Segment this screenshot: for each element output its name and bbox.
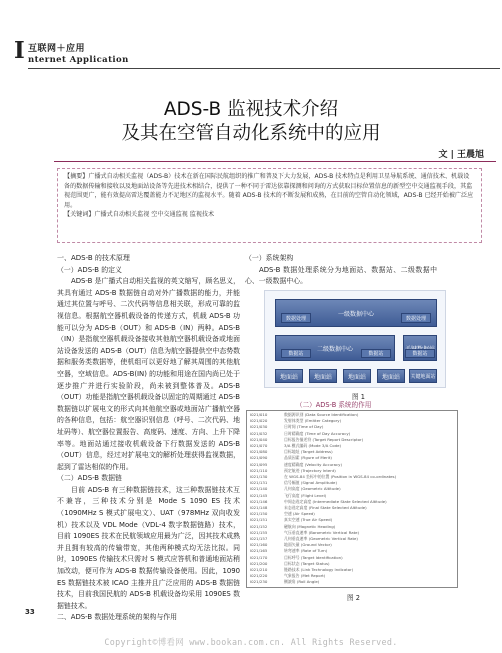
data-station-b: 数据站 [361,349,391,358]
abstract-label: 【摘要】 [64,173,89,180]
level2-data-center: 二级数据中心 [275,335,395,361]
header-initial: I [14,37,25,64]
data-item-code: I021/200 [250,560,268,566]
data-item-code: I021/010 [250,412,268,417]
data-item-code: I021/148 [250,505,268,511]
data-item-code: I021/140 [250,486,268,492]
paragraph-architecture: ADS-B 数据处理系统分为地面站、数据站、二级数据中心、一级数据中心。 [245,265,437,286]
data-item-description: 气象报告 (Met Report) [284,573,326,579]
data-item-code: I021/151 [250,517,268,523]
data-item-code: I021/080 [250,449,268,455]
journal-header [14,30,494,70]
data-item-code: I021/155 [250,529,268,535]
data-item-description: 链路技术 (Link Technology Indicator) [284,567,354,573]
data-item-description: 地面矢量 (Ground Vector) [284,542,332,548]
data-item-description: 磁航向 (Magnetic Heading) [284,523,336,529]
paragraph-definition: ADS-B 是广播式自动相关监视的英文缩写，顾名思义，其具有通过 ADS-B 数据链自动对外广播数据的能力，并能通过其位置与呼号、二次代码等信息相关联，形成可靠的监视信息。根据航空器机载设备的传递方式，机载 ADS-B 功能可以分为 ADS-B（OUT）和 ADS-B（IN）两种。ADS-B（IN）是指航空器机载设备接收其他航空器机载设备或地面站设备发送的 ADS-B（OUT）信息为航空器提供空中态势数据和服务类数据等，使机组可以更好地了解其周围的其他航空器，空域信息。ADS-B(IN) 的功能和用途在国内尚已处于逐步推广并进行实验阶段，尚未被到整体普及。ADS-B（OUT）功能是指航空器机载设备以固定的周期通过 ADS-B 数据链以扩展电文的形式向其他航空器或地面站广播航空器的各种信息，包括：航空器识别信息（呼号、二次代码、地址码等）、航空器位置报告、高度码、速度、方向、上升下降率等。地面站通过接收机载设备下行数据发送的 ADS-B（OUT）信息，经过对扩展电文的解析处理获得监视数据，起到了雷达相似的作用。 [57,277,240,471]
title-rule [54,161,496,162]
ground-station: 地面站 [377,369,405,383]
data-item-description: 气压垂直速率 (Barometric Vertical Rate) [284,529,360,535]
data-item-code: I021/170 [250,554,268,560]
header-en-title: nternet Application [28,55,129,65]
left-column [57,253,240,624]
data-item-description: 在 WGS-84 坐标中的位置 (Position in WGS-84 co-ordinates) [284,474,397,480]
data-item-code: I021/032 [250,430,268,436]
data-item-description: 几何垂直速率 (Geometric Vertical Rate) [284,536,358,542]
data-item-description: 飞行高度 (Flight Level) [284,492,327,498]
data-item-description: 几何高度 (Geometric Altitude) [284,486,341,492]
ground-station: 地面站 [309,369,337,383]
data-item-code: I021/157 [250,536,268,542]
author-byline: 文 | 王晨旭 [438,150,484,160]
data-item-description: 转弯速率 (Rate of Turn) [284,548,328,554]
data-item-description: 侧滚角 (Roll Angle) [284,579,320,585]
subsection-heading-architecture: （一）系统架构 [245,254,294,262]
subsection-heading-2: （二）ADS-B 数据链 [57,474,122,483]
data-item-code: I021/090 [250,455,268,461]
article-title-line1: ADS-B 监视技术介绍 [163,99,339,120]
figure2-caption: 图 2 [347,594,360,602]
data-item-description: 真实空速 (True Air Speed) [284,517,333,523]
data-item-description: 日时间 (Time of Day) [284,424,324,430]
data-item-description: 速度精确度 (Velocity Accuracy) [284,461,342,467]
data-item-description: 空速 (Air Speed) [284,511,315,517]
architecture-diagram [264,290,446,388]
data-item-description: 目标呼号 (Target Identification) [284,554,343,560]
data-item-code: I021/145 [250,492,268,498]
data-item-description: 日时精确度 (Time of Day Accuracy) [284,430,351,436]
data-item-code: I021/095 [250,461,268,467]
data-item-description: 数据源识别 (Data Source Identification) [284,412,359,417]
paragraph-datalink: 目前 ADS-B 有三种数据链技术，这三种数据链技术互不兼容，三种技术分别是 Mode S 1090 ES 技术（1090MHz S 模式扩展电文）、UAT（978MHz 双向收发机）技术以及 VDL Mode（VDL-4 数字数据链路）技术，目前 1090ES 技术在民航领域应用最为广泛，因其技术成熟并且拥有较高的传输带宽，其他两种模式均无法比拟。同时，1090ES 传输技术只需对 S 模式应答机和普通地面站稍加改动，便可作为 ADS-B 数据传输设备使用。因此，1090 ES 数据链技术被 ICAO 主推并且广泛应用的 ADS-B 数据链技术，目前我国民航的 ADS-B 机载设备均采用 1090ES 数据链技术。 [57,485,240,610]
data-item-code: I021/030 [250,424,268,430]
data-item-code: I021/110 [250,467,268,473]
data-items-table [246,410,458,588]
data-item-code: I021/210 [250,567,268,573]
data-item-description: 品质因素 (Figure of Merit) [284,455,332,461]
data-item-description: 发射体类型 (Emitter Category) [284,418,342,424]
data-item-code: I021/020 [250,418,268,424]
data-item-code: I021/220 [250,573,268,579]
data-item-code: I021/150 [250,511,268,517]
subsection-heading-1: （一）ADS-B 的定义 [57,265,122,274]
abstract-box [57,168,482,243]
figure1-caption: 图 1 [352,393,365,401]
data-item-code: I021/131 [250,480,268,486]
data-item-description: 信号幅值 (Signal Amplitude) [284,480,337,486]
section-heading-1: 一、ADS-B 的技术原理 [57,254,130,262]
data-item-description: 目标状态 (Target Status) [284,560,330,566]
data-item-code: I021/152 [250,523,268,529]
data-item-code: I021/130 [250,474,268,480]
processing-node-a: 数据处理 [281,313,311,323]
header-rule [28,68,500,69]
level1-data-center: 一级数据中心 [275,299,437,327]
data-item-description: 目标报告描述符 (Target Report Descriptor) [284,436,364,442]
data-station-a: 数据站 [281,349,311,358]
data-item-code: I021/230 [250,579,268,585]
page-number: 33 [25,608,35,616]
data-item-description: 3/A 模式编码 (Mode 3/A Code) [284,443,342,449]
data-item-description: 预定航迹 (Trajectory Intent) [284,467,336,473]
data-item-description: 末态选定高度 (Final State Selected Altitude) [284,505,367,511]
data-item-code: I021/165 [250,548,268,554]
processing-node-b: 数据处理 [401,313,431,323]
ground-station: 地面站 [275,369,303,383]
section-heading-2: 二、ADS-B 数据处理系统的架构与作用 [57,613,178,622]
data-item-code: I021/040 [250,436,268,442]
ground-station: 地面站 [343,369,371,383]
subsection-heading-function: （二）ADS-B 系统的作用 [296,401,372,409]
data-item-code: I021/146 [250,498,268,504]
keywords-text: 广播式自动相关监视 空中交通监视 监视技术 [94,211,215,219]
data-item-description: 目标地址 (Target Address) [284,449,333,455]
article-title-line2: 及其在空管自动化系统中的应用 [121,123,381,144]
right-column [245,253,437,288]
key-ground-station: 关键地面站 [409,369,437,383]
abstract-text: 广播式自动相关监视（ADS-B）技术在新在国际民航组织的推广和普及下大力发展，ADS-B 技术特点是利用卫星导航系统、通信技术、机载设备的数据传输和接收以及地面站设备等先进技术相结合，提供了一种不同于雷达依靠探测和问询的方式获取目标位置信息的新型空中交通监视手段，其监视范围更广，能有效提高雷达覆盖能力不足地区的监视水平。随着 ADS-B 技术的不断发展和成熟，在目前的空管自动化领域，ADS-B 已经开始被广泛应用。 [64,173,474,209]
data-item-description: 中间态选定高度 (Intermediate State Selected Altitude) [284,498,387,504]
data-item-code: I021/070 [250,443,268,449]
header-cn-title: 互联网＋应用 [28,44,86,54]
keywords-label: 【关键词】 [64,211,95,219]
data-station-c: 数据站 [405,349,435,358]
table-row [250,579,454,585]
copyright-watermark: Copyright©博看网 www.bookan.com.cn. All Rights Reserved. [104,637,398,647]
data-item-code: I021/160 [250,542,268,548]
